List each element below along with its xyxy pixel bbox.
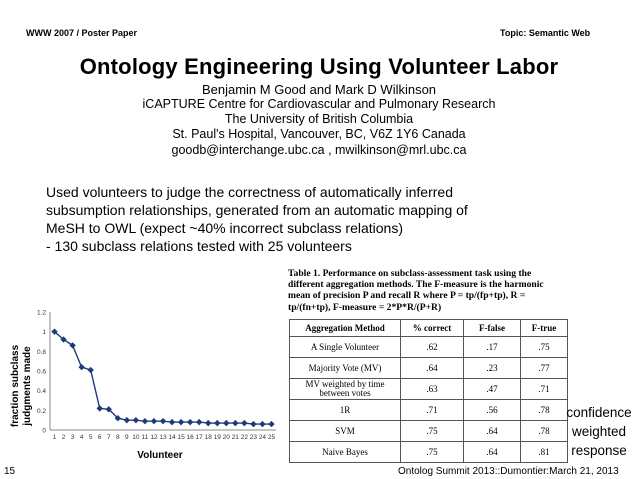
table-cell: .75 bbox=[401, 442, 464, 463]
data-point bbox=[241, 420, 247, 426]
table-cell: .17 bbox=[464, 337, 521, 358]
side-note bbox=[560, 403, 638, 460]
table-cell: Majority Vote (MV) bbox=[290, 358, 401, 379]
data-point bbox=[142, 418, 148, 424]
data-point bbox=[205, 420, 211, 426]
table-cell: MV weighted by time between votes bbox=[290, 379, 401, 400]
summary-text bbox=[46, 183, 566, 255]
table-row bbox=[290, 442, 568, 463]
column-header: F-false bbox=[464, 320, 521, 337]
x-tick-label: 2 bbox=[61, 434, 66, 441]
data-point bbox=[223, 420, 229, 426]
x-tick-label: 20 bbox=[222, 434, 230, 441]
table-cell: .64 bbox=[401, 358, 464, 379]
table-cell: .71 bbox=[521, 379, 568, 400]
x-tick-label: 14 bbox=[168, 434, 176, 441]
table-cell: .62 bbox=[401, 337, 464, 358]
y-tick-label: 1 bbox=[42, 329, 46, 337]
x-tick-label: 8 bbox=[115, 434, 120, 441]
data-point bbox=[124, 417, 130, 423]
x-tick-label: 23 bbox=[249, 434, 258, 441]
table-caption: Table 1. Performance on subclass-assessment task using the different aggregation methods. The F-measure is the harmonic mean of precision P and recall R where P = tp/(fp+tp), R = tp/(fn+tp), F-measure = 2*P*R/(P+R) bbox=[288, 268, 544, 313]
x-tick-label: 24 bbox=[258, 434, 267, 441]
y-axis-label: fraction subclass bbox=[10, 344, 21, 428]
table-cell: Naive Bayes bbox=[290, 442, 401, 463]
table-row bbox=[290, 358, 568, 379]
data-point bbox=[87, 367, 93, 373]
header-right: Topic: Semantic Web bbox=[500, 28, 591, 38]
affiliation-line: iCAPTURE Centre for Cardiovascular and Pulmonary Research bbox=[142, 97, 496, 111]
x-tick-label: 6 bbox=[97, 434, 102, 441]
x-tick-label: 4 bbox=[79, 434, 84, 441]
y-tick-label: 0.2 bbox=[36, 407, 46, 415]
data-point bbox=[268, 421, 274, 427]
x-tick-label: 9 bbox=[125, 434, 129, 441]
x-tick-label: 17 bbox=[195, 434, 203, 441]
table-cell: .23 bbox=[464, 358, 521, 379]
data-point bbox=[232, 420, 238, 426]
data-point bbox=[196, 419, 202, 425]
summary-line: subsumption relationships, generated from an automatic mapping of bbox=[46, 202, 468, 218]
x-tick-label: 7 bbox=[106, 434, 111, 441]
data-point bbox=[169, 419, 175, 425]
data-point bbox=[178, 419, 184, 425]
x-axis-label: Volunteer bbox=[137, 450, 183, 461]
table-cell: A Single Volunteer bbox=[290, 337, 401, 358]
x-tick-label: 16 bbox=[186, 434, 194, 441]
table-cell: .63 bbox=[401, 379, 464, 400]
table-cell: .47 bbox=[464, 379, 521, 400]
data-point bbox=[151, 418, 157, 424]
header-left: WWW 2007 / Poster Paper bbox=[26, 28, 138, 38]
x-tick-label: 21 bbox=[231, 434, 239, 441]
author-emails: goodb@interchange.ubc.ca , mwilkinson@mrl.ubc.ca bbox=[171, 143, 467, 157]
table-cell: .64 bbox=[464, 421, 521, 442]
table-cell: 1R bbox=[290, 400, 401, 421]
x-tick-label: 18 bbox=[204, 434, 212, 441]
y-tick-label: 0.8 bbox=[36, 348, 46, 356]
table-cell: .75 bbox=[401, 421, 464, 442]
table-cell: .77 bbox=[521, 358, 568, 379]
x-tick-label: 5 bbox=[88, 434, 93, 441]
column-header: % correct bbox=[401, 320, 464, 337]
volunteer-chart bbox=[0, 298, 290, 470]
slide-number: 15 bbox=[4, 466, 16, 477]
side-note-line: response bbox=[571, 443, 627, 458]
side-note-line: confidence bbox=[566, 405, 632, 420]
series-line bbox=[55, 332, 272, 424]
column-header: Aggregation Method bbox=[290, 320, 401, 337]
paper-authors: Benjamin M Good and Mark D Wilkinson bbox=[201, 82, 437, 97]
x-tick-label: 22 bbox=[240, 434, 248, 441]
summary-line: - 130 subclass relations tested with 25 volunteers bbox=[46, 238, 352, 254]
x-tick-label: 13 bbox=[159, 434, 167, 441]
summary-line: Used volunteers to judge the correctness of automatically inferred bbox=[46, 184, 453, 200]
paper-title: Ontology Engineering Using Volunteer Labor bbox=[79, 54, 559, 79]
data-point bbox=[160, 418, 166, 424]
y-axis-label: judgments made bbox=[22, 346, 33, 426]
x-tick-label: 11 bbox=[141, 434, 149, 441]
x-tick-label: 3 bbox=[70, 434, 75, 441]
table-header-row bbox=[290, 320, 568, 337]
y-tick-label: 1.2 bbox=[36, 309, 46, 317]
table-row bbox=[290, 421, 568, 442]
data-point bbox=[97, 405, 103, 411]
table-row bbox=[290, 379, 568, 400]
summary-line: MeSH to OWL (expect ~40% incorrect subclass relations) bbox=[46, 220, 404, 236]
x-tick-label: 19 bbox=[213, 434, 221, 441]
table-cell: .71 bbox=[401, 400, 464, 421]
data-point bbox=[187, 419, 193, 425]
table-cell: .56 bbox=[464, 400, 521, 421]
column-header: F-true bbox=[521, 320, 568, 337]
x-tick-label: 1 bbox=[52, 434, 57, 441]
data-point bbox=[78, 364, 84, 370]
table-cell: .75 bbox=[521, 337, 568, 358]
affiliation-line: The University of British Columbia bbox=[224, 112, 414, 126]
table-cell: .78 bbox=[521, 400, 568, 421]
data-point bbox=[259, 421, 265, 427]
y-tick-label: 0 bbox=[42, 427, 46, 435]
results-table bbox=[289, 319, 568, 463]
affiliation-line: St. Paul's Hospital, Vancouver, BC, V6Z 1Y6 Canada bbox=[172, 127, 466, 141]
side-note-line: weighted bbox=[571, 424, 627, 439]
data-point bbox=[214, 420, 220, 426]
table-cell: SVM bbox=[290, 421, 401, 442]
data-point bbox=[250, 421, 256, 427]
table-cell: .78 bbox=[521, 421, 568, 442]
x-tick-label: 12 bbox=[150, 434, 158, 441]
x-tick-label: 25 bbox=[267, 434, 276, 441]
table-cell: .64 bbox=[464, 442, 521, 463]
y-tick-label: 0.6 bbox=[36, 368, 46, 376]
y-tick-label: 0.4 bbox=[36, 388, 46, 396]
x-tick-label: 15 bbox=[177, 434, 185, 441]
table-row bbox=[290, 337, 568, 358]
x-tick-label: 10 bbox=[132, 434, 140, 441]
footer-text: Ontolog Summit 2013::Dumontier:March 21, 2013 bbox=[398, 466, 619, 477]
table-cell: .81 bbox=[521, 442, 568, 463]
data-point bbox=[133, 417, 139, 423]
table-row bbox=[290, 400, 568, 421]
